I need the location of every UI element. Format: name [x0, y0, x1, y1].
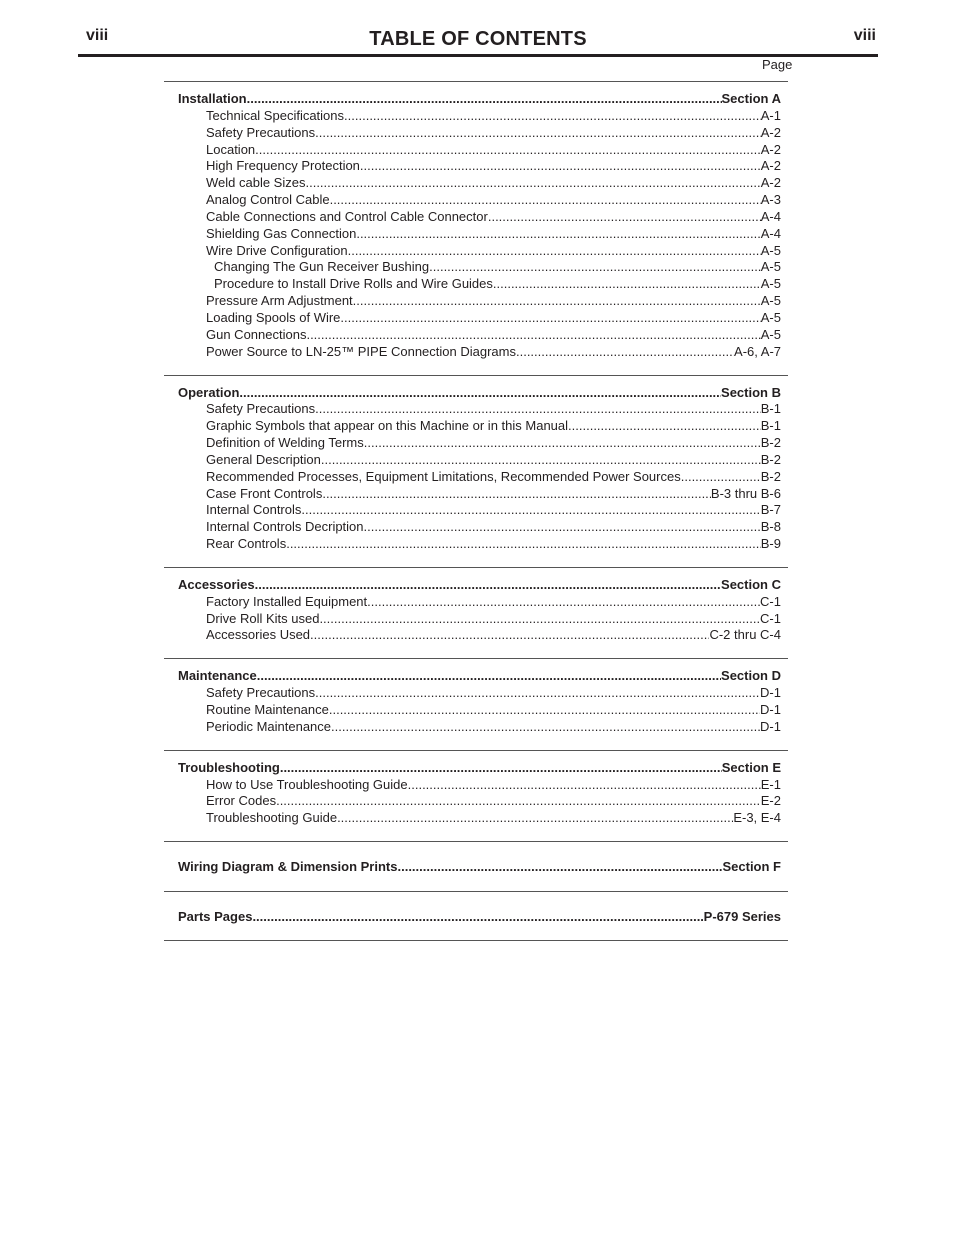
toc-entry[interactable] [164, 209, 788, 226]
toc-entry[interactable] [164, 627, 788, 644]
toc-entry[interactable] [164, 536, 788, 553]
dot-leader [348, 243, 761, 260]
dot-leader [310, 627, 709, 644]
toc-entry-page: B-9 [760, 536, 781, 552]
toc-section [164, 891, 788, 941]
toc-entry-label: Operation [178, 384, 240, 400]
dot-leader [280, 760, 722, 777]
toc-entry[interactable] [164, 175, 788, 192]
dot-leader [330, 192, 761, 209]
toc-entry-page: B-2 [760, 451, 781, 467]
toc-entry-page: A-4 [760, 225, 781, 241]
toc-entry[interactable] [164, 435, 788, 452]
dot-leader [301, 502, 760, 519]
dot-leader [255, 142, 761, 159]
toc-entry-label: General Description [206, 451, 321, 467]
toc-entry-page: A-2 [760, 124, 781, 140]
toc-entry-page: A-5 [760, 242, 781, 258]
dot-leader [397, 859, 722, 876]
toc-entry[interactable] [164, 226, 788, 243]
toc-entry-label: Wire Drive Configuration [206, 242, 348, 258]
dot-leader [356, 226, 760, 243]
toc-entry-page: C-1 [760, 593, 781, 609]
dot-leader [568, 418, 761, 435]
dot-leader [367, 594, 760, 611]
toc-entry-label: Case Front Controls [206, 485, 323, 501]
toc-section-heading[interactable] [164, 385, 788, 402]
toc-section [164, 658, 788, 749]
toc-entry[interactable] [164, 719, 788, 736]
toc-entry-label: Installation [178, 91, 247, 106]
toc-entry-page: A-2 [760, 141, 781, 157]
toc-entry[interactable] [164, 594, 788, 611]
toc-entry[interactable] [164, 259, 788, 276]
toc-entry-label: How to Use Troubleshooting Guide [206, 776, 408, 792]
toc-entry-label: Pressure Arm Adjustment [206, 293, 353, 309]
toc-entry-label: Changing The Gun Receiver Bushing [214, 259, 430, 275]
toc-entry[interactable] [164, 108, 788, 125]
dot-leader [255, 577, 721, 594]
toc-entry-page: P-679 Series [703, 909, 781, 925]
toc-entry-page: C-2 thru C-4 [709, 627, 781, 643]
toc-entry-page: Section D [721, 668, 781, 684]
toc-entry[interactable] [164, 344, 788, 361]
toc-entry-page: D-1 [760, 702, 781, 717]
dot-leader [364, 435, 761, 452]
dot-leader [488, 209, 761, 226]
toc-section-heading[interactable] [164, 909, 788, 926]
dot-leader [315, 125, 761, 142]
toc-entry-label: Drive Roll Kits used [206, 610, 320, 626]
toc-entry[interactable] [164, 793, 788, 810]
toc-entry-label: Troubleshooting Guide [206, 810, 338, 826]
toc-entry[interactable] [164, 293, 788, 310]
toc-entry-label: Parts Pages [178, 909, 253, 925]
toc-entry-page: Section C [721, 576, 781, 592]
toc-entry-page: B-2 [760, 468, 781, 484]
dot-leader [306, 327, 760, 344]
dot-leader [408, 777, 761, 794]
toc-entry-page: B-8 [760, 519, 781, 535]
toc-entry[interactable] [164, 310, 788, 327]
toc-entry-label: Accessories [178, 576, 255, 592]
toc-entry[interactable] [164, 502, 788, 519]
page-header [78, 24, 878, 57]
toc-entry-label: Safety Precautions [206, 401, 316, 417]
toc-entry[interactable] [164, 486, 788, 503]
toc-entry-label: Factory Installed Equipment [206, 593, 368, 609]
toc-entry-label: Graphic Symbols that appear on this Machine or in this Manual [206, 418, 569, 434]
toc-entry-page: B-1 [760, 401, 781, 417]
toc-entry-label: Maintenance [178, 668, 257, 684]
toc-entry-page: A-5 [760, 259, 781, 275]
toc-entry-page: A-5 [760, 326, 781, 342]
toc-entry-page: A-6, A-7 [734, 343, 781, 359]
page-number-left: viii [86, 27, 109, 44]
toc-entry-page: Section B [721, 384, 781, 400]
toc-entry[interactable] [164, 142, 788, 159]
toc-entry[interactable] [164, 401, 788, 418]
toc-entry-page: B-7 [760, 502, 781, 518]
toc-entry[interactable] [164, 276, 788, 293]
dot-leader [276, 793, 761, 810]
dot-leader [344, 108, 761, 125]
toc-entry-label: Periodic Maintenance [206, 718, 332, 734]
toc-entry-label: Accessories Used [206, 627, 311, 643]
dot-leader [305, 175, 760, 192]
toc-entry-page: A-5 [760, 309, 781, 325]
toc-entry-label: Internal Controls Decription [206, 519, 364, 535]
toc-entry-page: Section E [721, 759, 781, 775]
toc-entry-label: Weld cable Sizes [206, 175, 306, 191]
toc-entry[interactable] [164, 327, 788, 344]
toc-entry-label: Safety Precautions [206, 124, 316, 140]
toc-entry-page: B-1 [760, 418, 781, 434]
table-of-contents [164, 81, 788, 941]
dot-leader [315, 401, 761, 418]
toc-entry[interactable] [164, 810, 788, 827]
toc-section [164, 567, 788, 658]
dot-leader [252, 909, 703, 926]
dot-leader [429, 259, 761, 276]
toc-entry-label: Loading Spools of Wire [206, 309, 341, 325]
toc-entry-page: Section F [722, 859, 781, 875]
toc-entry[interactable] [164, 192, 788, 209]
toc-entry-page: E-2 [760, 793, 781, 809]
toc-entry-page: Section A [721, 91, 781, 106]
dot-leader [360, 158, 761, 175]
toc-section [164, 375, 788, 567]
toc-section [164, 81, 788, 375]
toc-section [164, 841, 788, 891]
dot-leader [239, 385, 721, 402]
dot-leader [340, 310, 760, 327]
toc-entry-page: B-2 [760, 435, 781, 451]
dot-leader [364, 519, 761, 536]
dot-leader [257, 668, 721, 685]
toc-section-heading[interactable] [164, 668, 788, 685]
toc-entry[interactable] [164, 777, 788, 794]
toc-entry[interactable] [164, 418, 788, 435]
page-title: TABLE OF CONTENTS [369, 28, 587, 50]
dot-leader [286, 536, 761, 553]
toc-entry-page: E-3, E-4 [733, 810, 781, 826]
toc-entry-label: Internal Controls [206, 502, 302, 518]
toc-entry-page: A-5 [760, 293, 781, 309]
dot-leader [321, 452, 761, 469]
toc-entry-page: A-4 [760, 208, 781, 224]
toc-entry-page: B-3 thru B-6 [710, 485, 781, 501]
dot-leader [516, 344, 734, 361]
dot-leader [322, 486, 711, 503]
toc-entry-page: D-1 [760, 685, 781, 701]
toc-section [164, 750, 788, 841]
toc-entry-label: Location [206, 141, 256, 157]
toc-entry-label: Recommended Processes, Equipment Limitations, Recommended Power Sources [206, 468, 681, 484]
toc-entry-page: A-2 [760, 175, 781, 191]
toc-entry[interactable] [164, 702, 788, 719]
toc-entry-page: C-1 [760, 610, 781, 626]
toc-entry[interactable] [164, 469, 788, 486]
toc-section-heading[interactable] [164, 859, 788, 876]
dot-leader [315, 685, 760, 702]
toc-entry-label: Procedure to Install Drive Rolls and Wire Guides [214, 276, 493, 292]
toc-entry-label: Safety Precautions [206, 685, 316, 701]
toc-entry-page: E-1 [760, 776, 781, 792]
toc-entry[interactable] [164, 125, 788, 142]
toc-entry-label: Wiring Diagram & Dimension Prints [178, 859, 398, 875]
toc-section-heading[interactable] [164, 91, 788, 108]
toc-entry[interactable] [164, 452, 788, 469]
dot-leader [493, 276, 761, 293]
toc-entry[interactable] [164, 519, 788, 536]
toc-entry-label: Gun Connections [206, 326, 307, 342]
toc-entry-label: Analog Control Cable [206, 192, 330, 208]
dot-leader [329, 702, 760, 719]
toc-entry[interactable] [164, 611, 788, 628]
toc-entry-label: Cable Connections and Control Cable Connector [206, 208, 488, 224]
dot-leader [319, 611, 760, 628]
toc-entry[interactable] [164, 685, 788, 702]
toc-entry-page: A-2 [760, 158, 781, 174]
toc-entry[interactable] [164, 158, 788, 175]
toc-entry-page: A-3 [760, 192, 781, 208]
dot-leader [247, 91, 722, 108]
page-number-right: viii [853, 27, 876, 44]
dot-leader [331, 719, 760, 736]
toc-entry-page: A-5 [760, 276, 781, 292]
toc-entry-page: A-1 [760, 107, 781, 123]
dot-leader [353, 293, 761, 310]
dot-leader [681, 469, 761, 486]
toc-entry-label: Technical Specifications [206, 107, 345, 123]
toc-entry-label: Power Source to LN-25™ PIPE Connection Diagrams [206, 343, 516, 359]
toc-entry-label: Shielding Gas Connection [206, 225, 357, 241]
toc-entry-label: Routine Maintenance [206, 702, 329, 717]
toc-entry[interactable] [164, 243, 788, 260]
toc-section-heading[interactable] [164, 577, 788, 594]
toc-entry-label: Error Codes [206, 793, 277, 809]
toc-entry-page: D-1 [760, 718, 781, 734]
toc-entry-label: High Frequency Protection [206, 158, 360, 174]
dot-leader [337, 810, 733, 827]
toc-section-heading[interactable] [164, 760, 788, 777]
toc-entry-label: Troubleshooting [178, 759, 280, 775]
toc-entry-label: Definition of Welding Terms [206, 435, 364, 451]
page-column-label: Page [762, 57, 793, 72]
toc-entry-label: Rear Controls [206, 536, 287, 552]
